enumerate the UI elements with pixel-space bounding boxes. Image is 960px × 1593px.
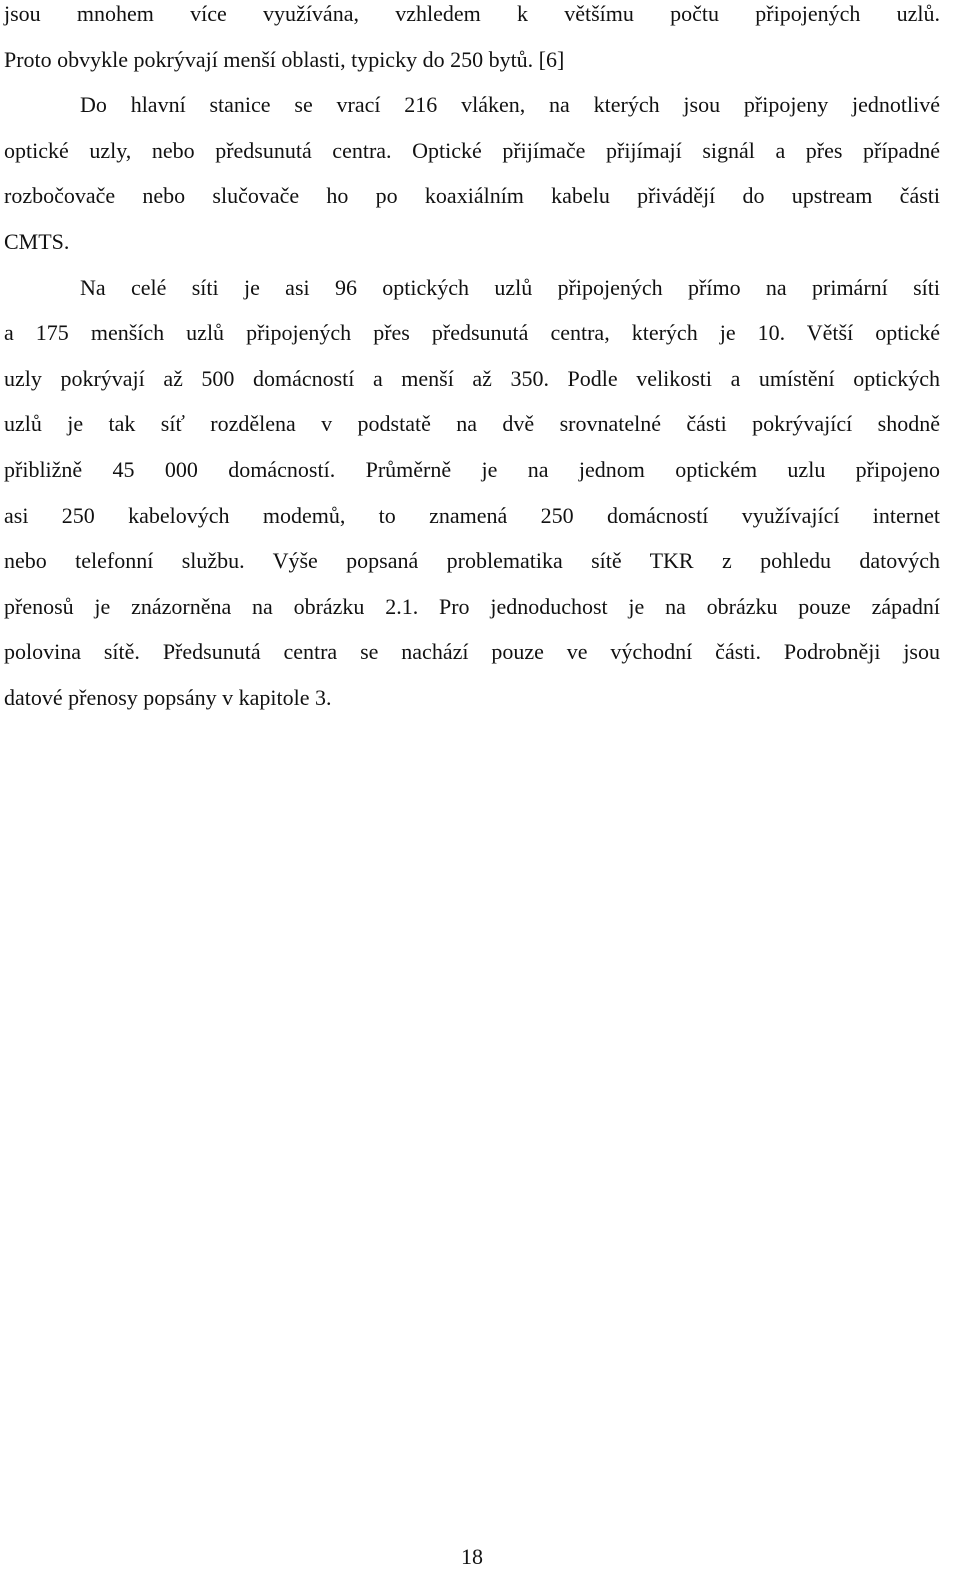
text-line: nebo telefonní službu. Výše popsaná problematika sítě TKR z pohledu datových (4, 548, 940, 574)
paragraph-3 (4, 274, 940, 730)
paragraph-2 (4, 91, 940, 273)
text-line: Do hlavní stanice se vrací 216 vláken, na kterých jsou připojeny jednotlivé (80, 92, 940, 118)
text-line: optické uzly, nebo předsunutá centra. Optické přijímače přijímají signál a přes případné (4, 137, 940, 163)
text-line: přenosů je znázorněna na obrázku 2.1. Pro jednoduchost je na obrázku pouze západní (4, 593, 940, 619)
text-line: CMTS. (4, 228, 70, 254)
text-line: rozbočovače nebo slučovače ho po koaxiálním kabelu přivádějí do upstream části (4, 183, 940, 209)
text-line: uzlů je tak síť rozdělena v podstatě na dvě srovnatelné části pokrývající shodně (4, 411, 940, 437)
text-line: Proto obvykle pokrývají menší oblasti, typicky do 250 bytů. [6] (4, 46, 565, 72)
text-line: a 175 menších uzlů připojených přes předsunutá centra, kterých je 10. Větší optické (4, 320, 940, 346)
page-number: 18 (461, 1544, 483, 1569)
text-line: datové přenosy popsány v kapitole 3. (4, 684, 332, 710)
text-line: asi 250 kabelových modemů, to znamená 250 domácností využívající internet (4, 502, 940, 528)
text-line: přibližně 45 000 domácností. Průměrně je na jednom optickém uzlu připojeno (4, 456, 940, 482)
text-line: uzly pokrývají až 500 domácností a menší až 350. Podle velikosti a umístění optických (4, 365, 940, 391)
text-line: jsou mnohem více využívána, vzhledem k většímu počtu připojených uzlů. (4, 1, 940, 26)
text-line: polovina sítě. Předsunutá centra se nachází pouze ve východní části. Podrobněji jsou (4, 639, 940, 665)
paragraph-1 (4, 0, 940, 91)
document-body (4, 0, 940, 730)
text-line: Na celé síti je asi 96 optických uzlů připojených přímo na primární síti (80, 274, 940, 300)
